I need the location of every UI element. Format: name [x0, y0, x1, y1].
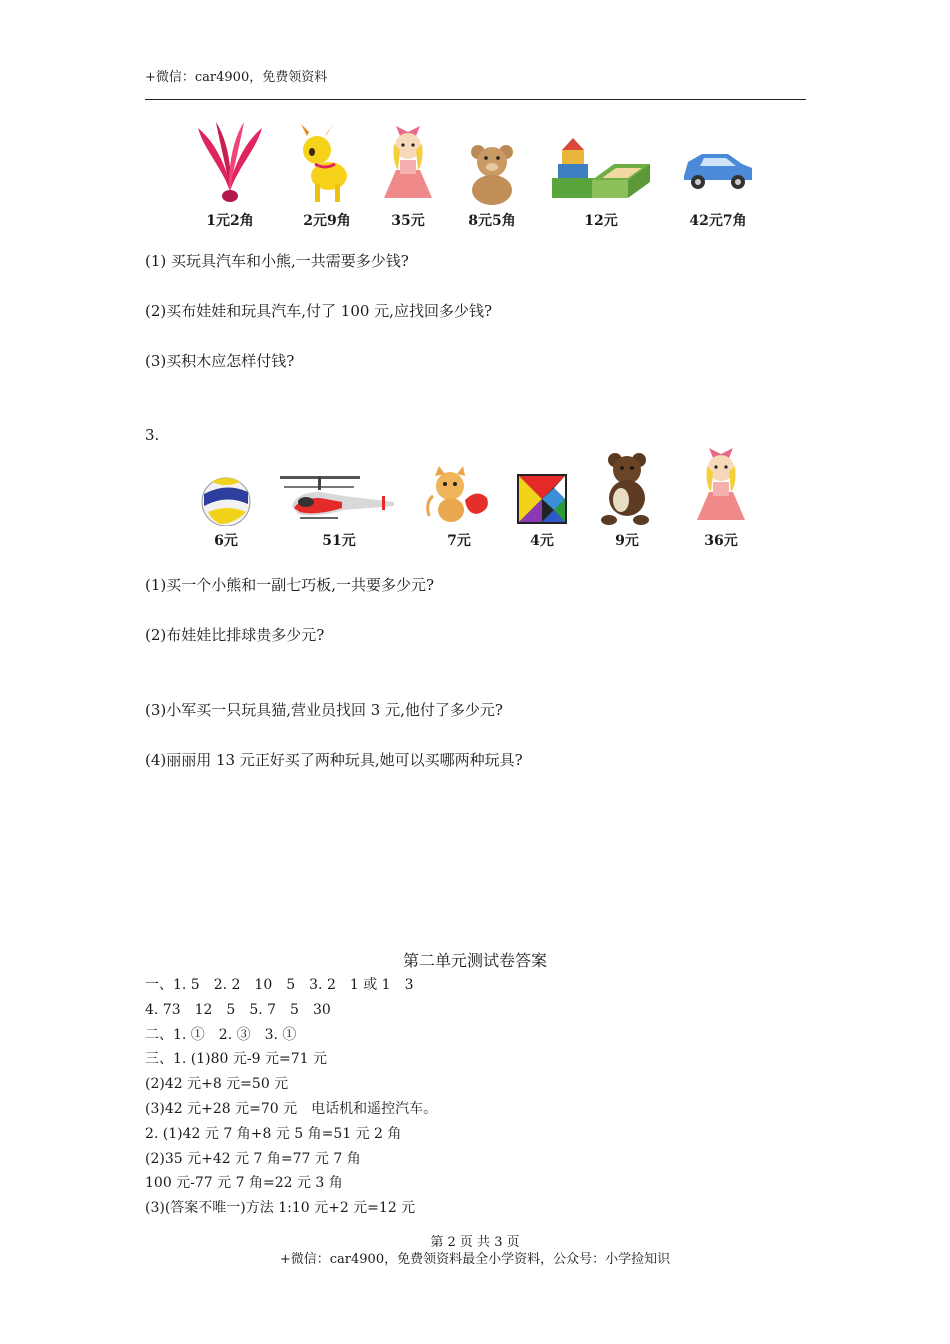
toy-price: 1元2角 — [206, 213, 254, 229]
answer-line: 二、1. ① 2. ③ 3. ① — [145, 1027, 297, 1043]
toy-price: 51元 — [322, 533, 356, 549]
toy-item-doll — [376, 120, 440, 230]
question-2-1: (1) 买玩具汽车和小熊,一共需要多少钱? — [145, 252, 409, 270]
doll-icon — [691, 446, 751, 526]
toy-price: 4元 — [530, 533, 554, 549]
toy-item-blocks — [546, 120, 656, 230]
page-number: 第 2 页 共 3 页 — [430, 1235, 520, 1250]
deer-icon — [295, 120, 359, 206]
shuttlecock-icon — [194, 120, 266, 206]
answer-line: (2)35 元+42 元 7 角=77 元 7 角 — [145, 1151, 361, 1167]
toy-price: 12元 — [584, 213, 618, 229]
answer-line: 一、1. 5 2. 2 10 5 3. 2 1 或 1 3 — [145, 977, 414, 993]
answer-line: 2. (1)42 元 7 角+8 元 5 角=51 元 2 角 — [145, 1126, 402, 1142]
helicopter-icon — [276, 446, 402, 526]
toy-item-shuttlecock — [190, 120, 270, 230]
question-3-1: (1)买一个小熊和一副七巧板,一共要多少元? — [145, 576, 435, 594]
toy-price: 42元7角 — [689, 213, 747, 229]
question-3-4: (4)丽丽用 13 元正好买了两种玩具,她可以买哪两种玩具? — [145, 751, 523, 769]
page-footer: +微信：car4900，免费领资料最全小学资料，公众号：小学捡知识 — [279, 1252, 671, 1267]
toy-item-brown-bear — [594, 446, 660, 550]
answer-line: (3)(答案不唯一)方法 1:10 元+2 元=12 元 — [145, 1200, 416, 1216]
toy-car-icon — [680, 120, 756, 206]
blocks-icon — [548, 120, 654, 206]
toy-price: 6元 — [214, 533, 238, 549]
answer-line: (3)42 元+28 元=70 元 电话机和遥控汽车。 — [145, 1101, 438, 1117]
question-3-3: (3)小军买一只玩具猫,营业员找回 3 元,他付了多少元? — [145, 701, 503, 719]
tangram-icon — [514, 446, 570, 526]
answer-line: (2)42 元+8 元=50 元 — [145, 1076, 289, 1092]
answer-line: 三、1. (1)80 元-9 元=71 元 — [145, 1051, 327, 1067]
toy-item-teddy — [462, 120, 522, 230]
toy-price: 8元5角 — [468, 213, 516, 229]
toy-price: 9元 — [615, 533, 639, 549]
volleyball-icon — [198, 446, 254, 526]
toy-item-volleyball — [196, 446, 256, 550]
brown-bear-icon — [595, 446, 659, 526]
toy-price: 2元9角 — [303, 213, 351, 229]
answer-line: 4. 73 12 5 5. 7 5 30 — [145, 1002, 331, 1018]
toy-price: 36元 — [704, 533, 738, 549]
toy-item-deer — [292, 120, 362, 230]
toy-cat-icon — [425, 446, 493, 526]
teddy-bear-icon — [464, 120, 520, 206]
toy-item-car — [678, 120, 758, 230]
page-header: +微信：car4900，免费领资料 — [145, 70, 328, 85]
toy-item-tangram — [512, 446, 572, 550]
toy-item-doll-2 — [690, 446, 752, 550]
toy-price: 7元 — [447, 533, 471, 549]
toy-price: 35元 — [391, 213, 425, 229]
question-2-2: (2)买布娃娃和玩具汽车,付了 100 元,应找回多少钱? — [145, 302, 492, 320]
toy-item-cat — [424, 446, 494, 550]
question-2-3: (3)买积木应怎样付钱? — [145, 352, 295, 370]
question-3-2: (2)布娃娃比排球贵多少元? — [145, 626, 325, 644]
header-rule — [145, 99, 806, 100]
answers-title: 第二单元测试卷答案 — [402, 951, 547, 970]
answer-line: 100 元-77 元 7 角=22 元 3 角 — [145, 1175, 343, 1191]
toy-item-helicopter — [274, 446, 404, 550]
doll-icon — [378, 120, 438, 206]
section-3-label: 3. — [145, 426, 160, 444]
